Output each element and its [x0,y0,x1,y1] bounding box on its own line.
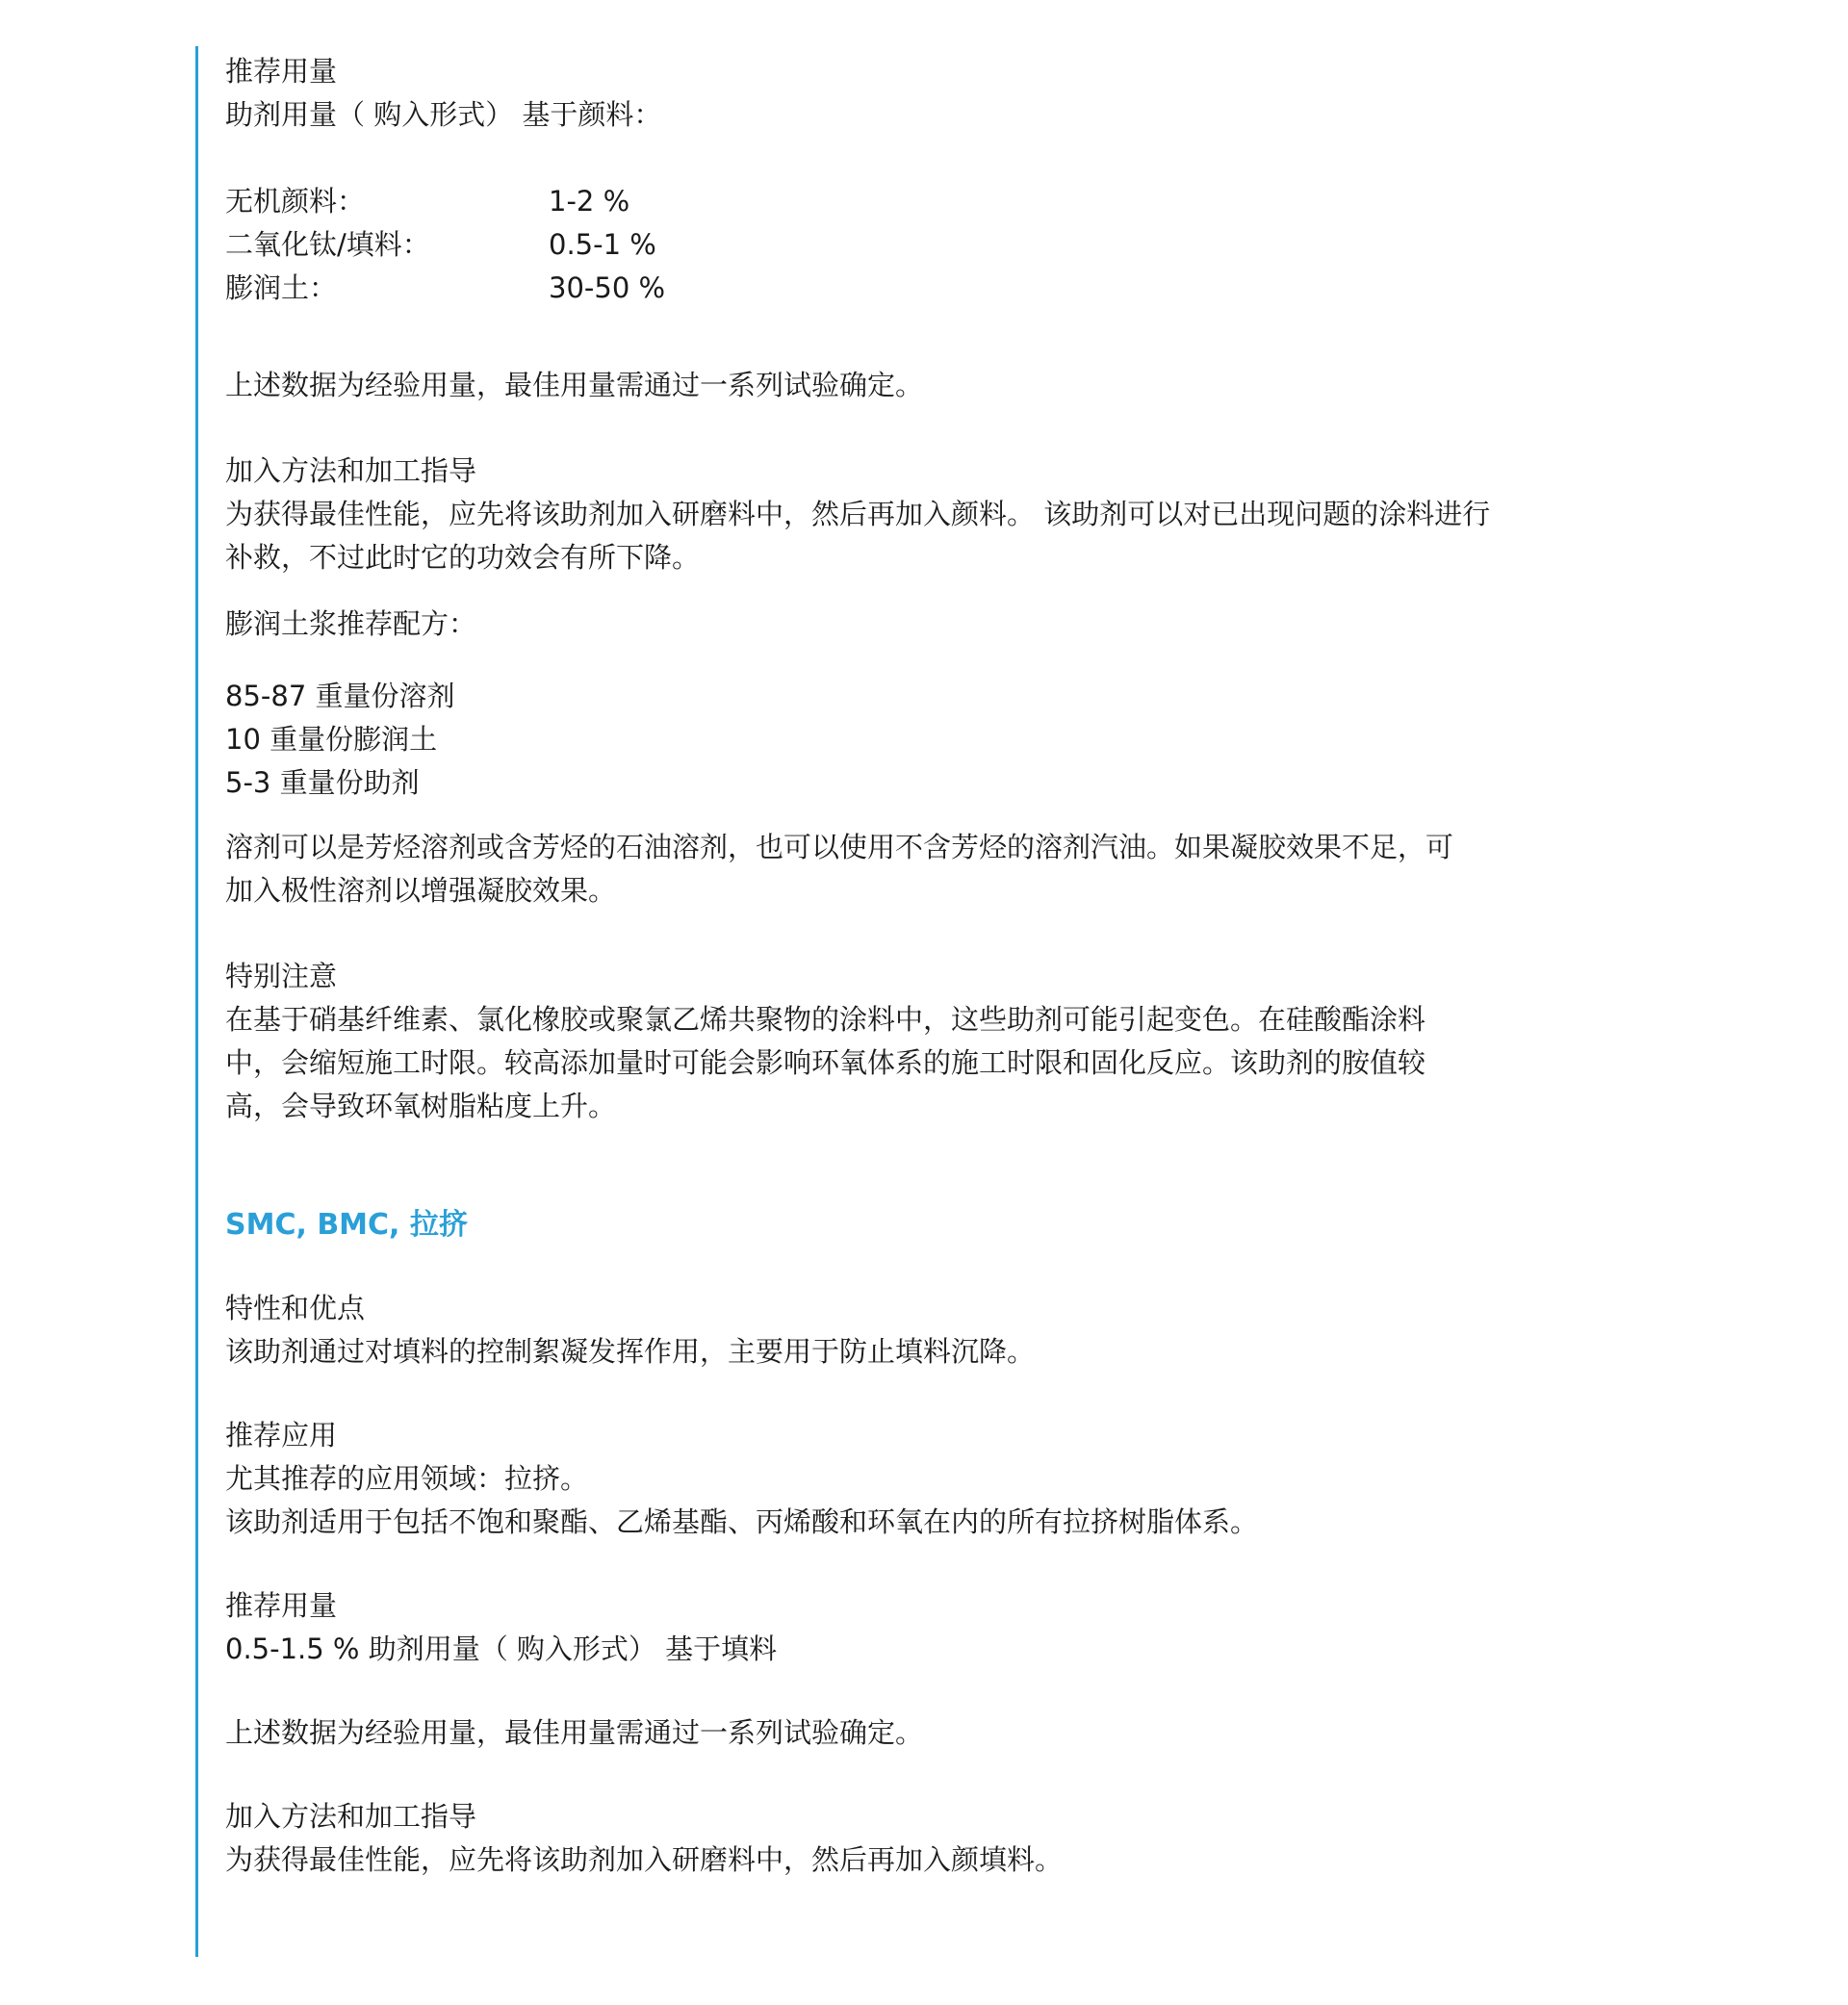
solvent-text: 溶剂可以是芳烃溶剂或含芳烃的石油溶剂，也可以使用不含芳烃的溶剂汽油。如果凝胶效果不足，可 [225,831,1454,863]
document-body [225,50,1650,1882]
notes-text: 在基于硝基纤维素、氯化橡胶或聚氯乙烯共聚物的涂料中，这些助剂可能引起变色。在硅酸酯涂料 [225,1003,1426,1036]
processing-text: 为获得最佳性能，应先将该助剂加入研磨料中，然后再加入颜料。 该助剂可以对已出现问题的涂料进行 [225,498,1491,530]
dosage-row [225,267,1650,310]
slurry-item: 5-3 重量份助剂 [225,766,420,799]
processing-heading: 加入方法和加工指导 [225,454,477,487]
dosage-heading: 推荐用量 [225,1589,338,1622]
slurry-item: 10 重量份膨润土 [225,723,438,756]
dosage-row-label: 无机颜料： [225,185,366,218]
dosage-basis: 助剂用量（ 购入形式） 基于颜料： [225,98,662,131]
notes-text: 中，会缩短施工时限。较高添加量时可能会影响环氧体系的施工时限和固化反应。该助剂的胺值较 [225,1046,1426,1079]
dosage-row-value: 1-2 % [549,185,630,218]
dosage-heading: 推荐用量 [225,55,338,88]
notes-heading: 特别注意 [225,960,338,992]
solvent-text: 加入极性溶剂以增强凝胶效果。 [225,874,617,907]
notes-text: 高，会导致环氧树脂粘度上升。 [225,1090,617,1122]
features-heading: 特性和优点 [225,1292,366,1324]
processing-heading: 加入方法和加工指导 [225,1800,477,1833]
dosage-row-label: 膨润土： [225,271,338,304]
application-heading: 推荐应用 [225,1419,338,1452]
dosage-row-value: 0.5-1 % [549,228,656,261]
slurry-item: 85-87 重量份溶剂 [225,680,455,712]
dosage-row-label: 二氧化钛/填料： [225,228,430,261]
application-text: 该助剂适用于包括不饱和聚酯、乙烯基酯、丙烯酸和环氧在内的所有拉挤树脂体系。 [225,1505,1259,1538]
section-title: SMC, BMC, 拉挤 [225,1208,468,1242]
dosage-text: 0.5-1.5 % 助剂用量（ 购入形式） 基于填料 [225,1632,778,1665]
features-text: 该助剂通过对填料的控制絮凝发挥作用，主要用于防止填料沉降。 [225,1335,1036,1368]
application-text: 尤其推荐的应用领域：拉挤。 [225,1462,589,1495]
processing-text: 补救，不过此时它的功效会有所下降。 [225,541,701,574]
slurry-heading: 膨润土浆推荐配方： [225,607,477,640]
margin-rule [195,46,198,1957]
empirical-note: 上述数据为经验用量，最佳用量需通过一系列试验确定。 [225,369,924,401]
empirical-note: 上述数据为经验用量，最佳用量需通过一系列试验确定。 [225,1716,924,1749]
dosage-row-value: 30-50 % [549,271,666,304]
dosage-row [225,223,1650,267]
processing-text: 为获得最佳性能，应先将该助剂加入研磨料中，然后再加入颜填料。 [225,1843,1064,1876]
dosage-row [225,180,1650,223]
